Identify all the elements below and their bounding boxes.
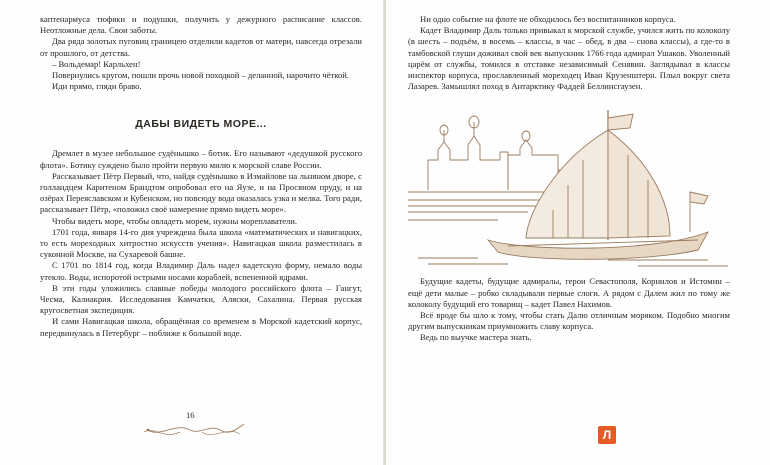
left-page bbox=[0, 0, 384, 465]
chapter-paragraph: Чтобы видеть море, чтобы овладеть морем, нужны мореплаватели. bbox=[52, 215, 298, 226]
publisher-logo-badge: Л bbox=[598, 426, 616, 444]
page-number: 16 bbox=[186, 410, 195, 420]
left-paragraph: каптенармуса тюфяки и подушки, получить у дежурного расписание классов. Неотложные дела. Свои заботы. bbox=[40, 14, 362, 36]
left-paragraph: Два ряда золотых пуговиц границею отделили кадетов от матери, навсегда отрезали от прошлого, от детства. bbox=[40, 36, 362, 58]
chapter-paragraph: В эти годы уложились славные победы молодого российского флота – Гангут, Чесма, Калиакрия. Исследования Камчатки, Аляски, Сахалина. Первая русская кругосветная экспедиция. bbox=[40, 282, 362, 316]
left-paragraph: Повернулись кругом, пошли прочь новой походкой – деланной, нарочито чёткой. bbox=[52, 70, 350, 81]
left-top-text bbox=[40, 14, 362, 92]
chapter-text bbox=[40, 148, 362, 338]
flourish-icon bbox=[140, 410, 250, 440]
chapter-paragraph: Дремлет в музее небольшое судёнышко – ботик. Его называют «дедушкой русского флота». Ботику суждено было пройти первую милю к морской славе России. bbox=[40, 148, 362, 170]
chapter-heading: ДАБЫ ВИДЕТЬ МОРЕ... bbox=[135, 118, 267, 131]
right-paragraph: Ни одно событие на флоте не обходилось без воспитанников корпуса. bbox=[420, 14, 676, 24]
right-paragraph: Будущие кадеты, будущие адмиралы, герои Севастополя, Корнилов и Истомин – ещё дети малые – робко складывали первые слоги. А рядом с Далем жил по тому же колоколу будущий его товарищ – кадет Павел Нахимов. bbox=[408, 276, 730, 309]
sailing-ship-kremlin-illustration bbox=[408, 100, 730, 270]
chapter-paragraph: И сами Навигацкая школа, обращённая со временем в Морской кадетский корпус, передвинулась в Петербург – поближе к большой воде. bbox=[40, 316, 362, 338]
chapter-paragraph: С 1701 по 1814 год, когда Владимир Даль надел кадетскую форму, немало воды утекло. Воды, испоротой острыми носами кораблей, вспененной ядрами. bbox=[40, 260, 362, 282]
right-paragraph: Ведь по выучке мастера знать. bbox=[420, 332, 532, 343]
chapter-paragraph: Рассказывает Пётр Первый, что, найдя судёнышко в Измайлове на льняном дворе, с голландцем Каритеном Брандтом опробовал его на Яузе, и на Просяном пруду, и на озёрах Переяславском и Кубенском, но повсюду вода оказалась узка и мелка. Того ради, рассказывает Пётр, «положил своё намерение прямо видеть море». bbox=[40, 170, 362, 215]
right-page bbox=[386, 0, 770, 465]
left-paragraph: Иди прямо, гляди браво. bbox=[52, 81, 142, 92]
left-paragraph: – Вольдемар! Карльхен! bbox=[52, 58, 141, 69]
right-paragraph: Кадет Владимир Даль только привыкал к морской службе, учился жить по колоколу (в шесть – подъём, в восемь – классы, в час – обед, в два – снова классы), а где-то в тамбовской глуши доживал свой век выпускник 1766 года адмирал Ушаков. Уволенный царём от службы, томился в отставке независимый Сенявин. Заглядывал в классы инспектор корпуса, прославленный мореходец Иван Крузенштерн. Плыл вокруг света Лазарев. Замышлял поход в Антарктику Фаддей Беллинсгаузен. bbox=[408, 25, 730, 92]
right-paragraph: Всё вроде бы шло к тому, чтобы стать Далю отличным моряком. Подобно многим другим выпускникам приумножить славу корпуса. bbox=[408, 310, 730, 332]
chapter-paragraph: 1701 года, января 14-го дня учреждена была школа «математических и навигацких, то есть мореходных хитростно искусств учения». Навигацкая школа разместилась в суконной Москве, на Сухаревой башне. bbox=[40, 226, 362, 260]
page-footer bbox=[140, 410, 250, 440]
